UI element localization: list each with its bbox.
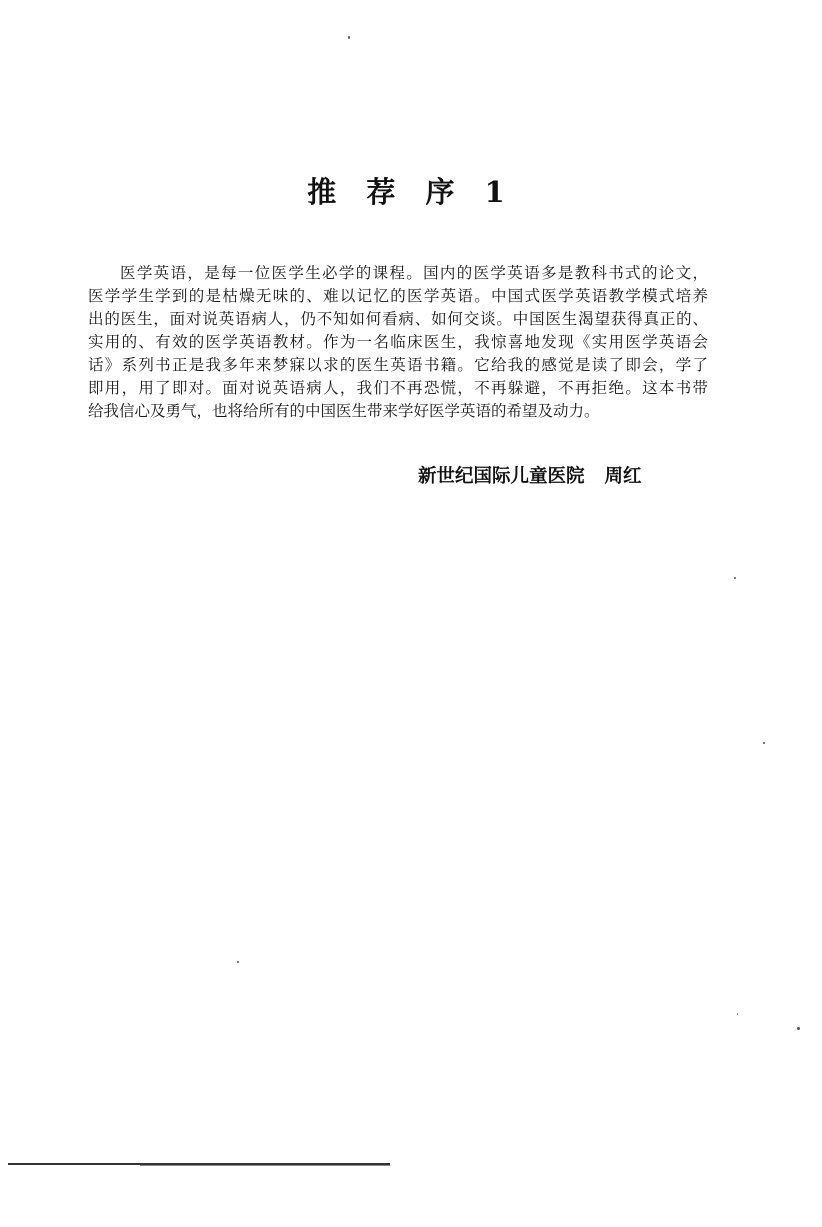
preface-title: 推 荐 序 1	[307, 175, 515, 209]
scan-speck	[737, 1013, 738, 1015]
scan-speck	[797, 1027, 800, 1030]
scan-speck	[348, 36, 350, 39]
scan-speck	[237, 961, 239, 963]
signature-name: 周红	[604, 466, 642, 487]
paragraph-line: 即用，用了即对。面对说英语病人，我们不再恐慌，不再躲避，不再拒绝。这本书带	[88, 379, 708, 397]
signature-organization: 新世纪国际儿童医院	[418, 466, 585, 487]
footer-rule-shadow	[140, 1165, 390, 1166]
paragraph-line: 医学英语，是每一位医学生必学的课程。国内的医学英语多是教科书式的论文，	[120, 264, 708, 282]
signature	[418, 462, 642, 488]
paragraph-line: 给我信心及勇气，也将给所有的中国医生带来学好医学英语的希望及动力。	[88, 402, 600, 420]
paragraph-line: 话》系列书正是我多年来梦寐以求的医生英语书籍。它给我的感觉是读了即会，学了	[88, 356, 708, 374]
paragraph-line: 出的医生，面对说英语病人，仍不知如何看病、如何交谈。中国医生渴望获得真正的、	[88, 310, 708, 328]
scan-speck	[734, 577, 736, 579]
paragraph-line: 医学学生学到的是枯燥无味的、难以记忆的医学英语。中国式医学英语教学模式培养	[88, 287, 708, 305]
preface-paragraph	[88, 262, 708, 423]
paragraph-line: 实用的、有效的医学英语教材。作为一名临床医生，我惊喜地发现《实用医学英语会	[88, 333, 708, 351]
scan-speck	[763, 742, 765, 744]
